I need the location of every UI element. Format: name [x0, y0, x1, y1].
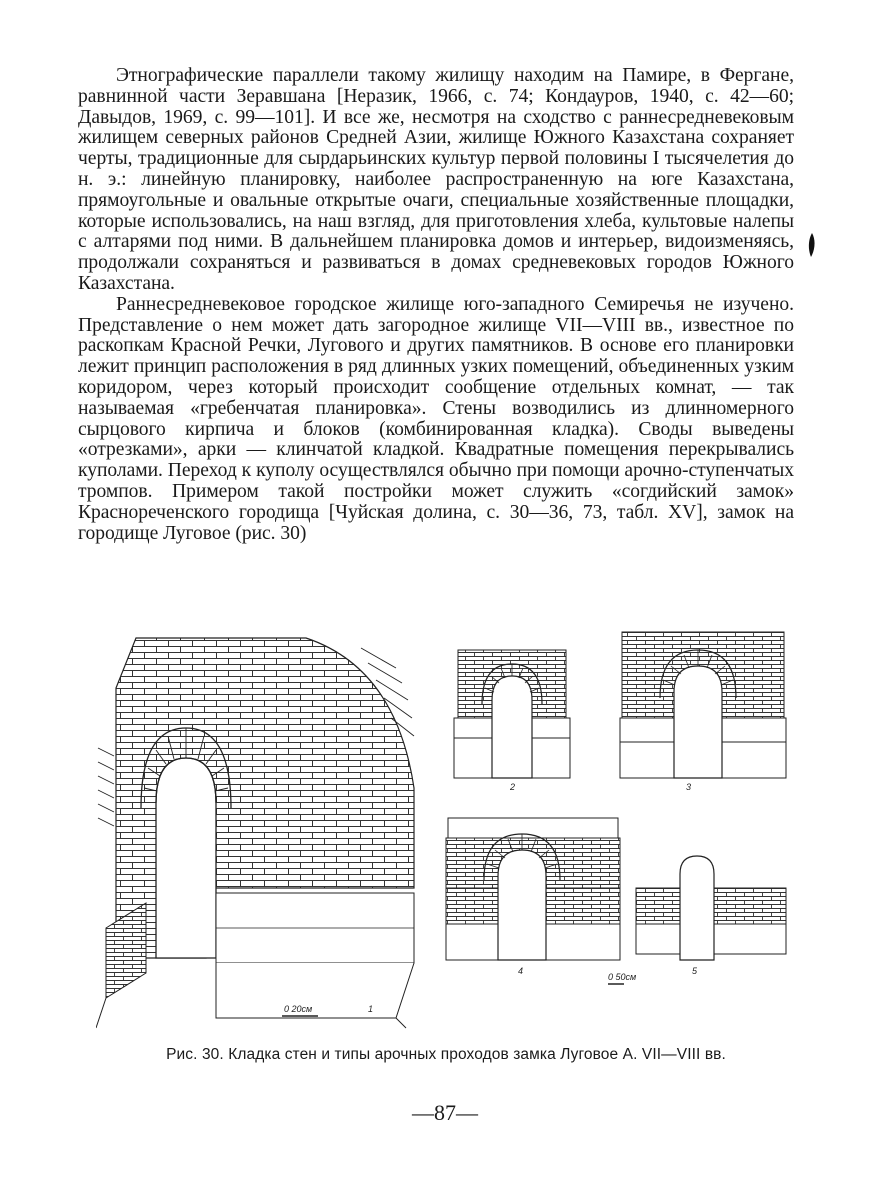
margin-mark [806, 232, 818, 258]
scale-label-1: 0 20см [284, 1004, 313, 1014]
figure-30 [96, 628, 796, 1038]
drawing-4-arch [446, 818, 620, 960]
drawing-label-2: 2 [510, 782, 516, 792]
arch-drawings [96, 628, 796, 1038]
drawing-label-5: 5 [692, 966, 698, 976]
drawing-3-arch [620, 632, 786, 778]
figure-caption: Рис. 30. Кладка стен и типы арочных проходов замка Луговое А. VII—VIII вв. [166, 1046, 726, 1063]
paragraph-1: Этнографические параллели такому жилищу находим на Памире, в Фергане, равнинной части Зеравшана [Неразик, 1966, с. 74; Кондауров, 1940, с. 42—60; Давыдов, 1969, с. 99—101]. И все же, несмотря на сходство с раннесредневековым жилищем северных районов Средней Азии, жилище Южного Казахстана сохраняет черты, традиционные для сырдарьинских культур первой половины I тысячелетия до н. э.: линейную планировку, наиболее распространенную на юге Казахстана, прямоугольные и овальные открытые очаги, специальные хозяйственные площадки, которые использовались, на наш взгляд, для приготовления хлеба, культовые налепы с алтарями под ними. В дальнейшем планировка домов и интерьер, видоизменяясь, продолжали сохраняться и развиваться в домах средневековых городов Южного Казахстана. [78, 65, 794, 294]
scale-label-2: 0 50см [608, 972, 637, 982]
drawing-label-1: 1 [368, 1004, 374, 1014]
drawing-1-wall [96, 638, 414, 1028]
body-text [78, 66, 794, 544]
drawing-label-4: 4 [518, 966, 524, 976]
paragraph-2: Раннесредневековое городское жилище юго-западного Семиречья не изучено. Представление о нем может дать загородное жилище VII—VIII вв., известное по раскопкам Красной Речки, Лугового и других памятников. В основе его планировки лежит принцип расположения в ряд длинных узких помещений, объединенных узким коридором, через который происходит сообщение отдельных комнат, — так называемая «гребенчатая планировка». Стены возводились из длинномерного сырцового кирпича и блоков (комбинированная кладка). Своды выведены «отрезками», арки — клинчатой кладкой. Квадратные помещения перекрывались куполами. Переход к куполу осуществлялся обычно при помощи арочно-ступенчатых тромпов. Примером такой постройки может служить «согдийский замок» Краснореченского городища [Чуйская долина, с. 30—36, 73, табл. XV], замок на городище Луговое (рис. 30) [78, 293, 794, 544]
drawing-2-arch [454, 650, 570, 778]
page-number: —87— [412, 1100, 478, 1125]
drawing-label-3: 3 [686, 782, 692, 792]
drawing-5-arch [636, 856, 786, 960]
